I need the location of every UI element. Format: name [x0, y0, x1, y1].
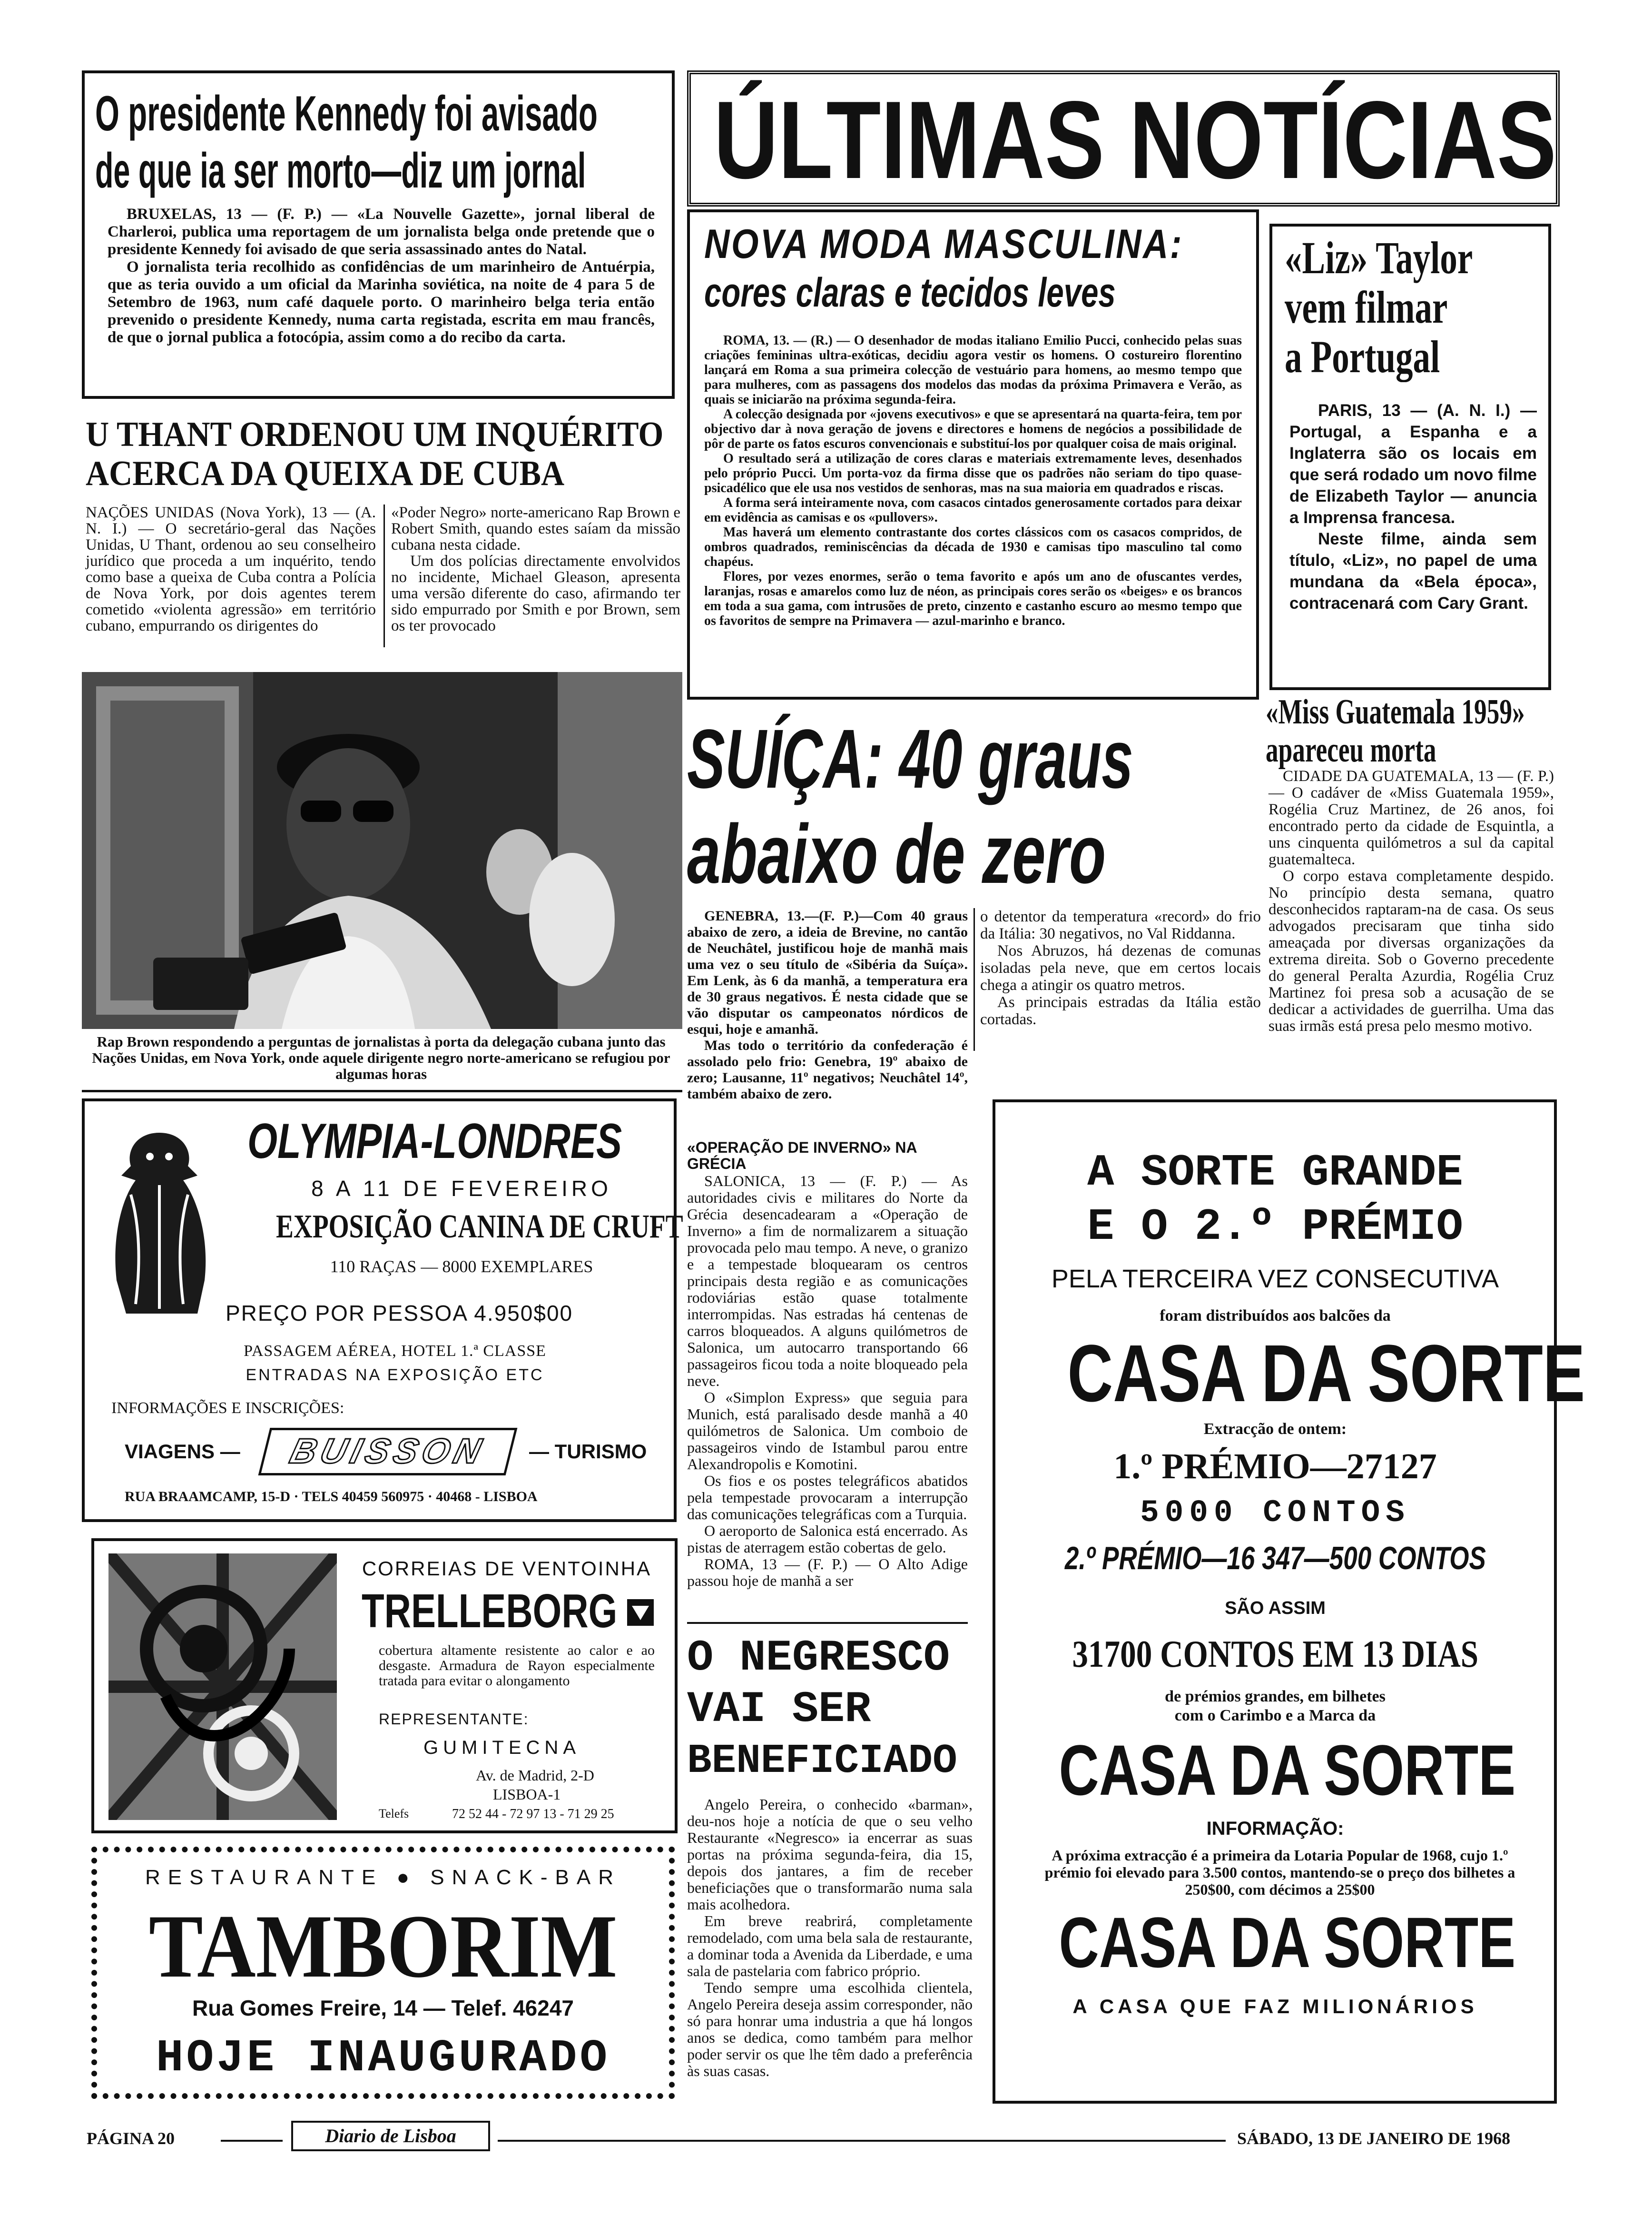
dog-icon: [102, 1123, 216, 1323]
tamborim-status: HOJE INAUGURADO: [156, 2032, 610, 2084]
fan-belt-illustration: [108, 1553, 337, 1820]
inverno-headline: «OPERAÇÃO DE INVERNO» NA GRÉCIA: [687, 1139, 917, 1172]
guatemala-body: CIDADE DA GUATEMALA, 13 — (F. P.) — O cadáver de «Miss Guatemala 1959», Rogélia Cruz Martinez, de 26 anos, foi encontrado perto da cidade de Esquintla, a uns cinquenta quilómetros a sul da capital guatemalteca. O corpo estava completamente despido. No princípio desta semana, quatro desconhecidos raptaram-na de casa. Os seus advogados precisaram que tinha sido ameaçada por diversas organizações da extrema direita. Sob o Governo precedente do general Peralta Azurdia, Rogélia Cruz Martinez foi presa sob a acusação de se dedicar a actividades de guerrilha. Uma das suas irmãs está presa pelo mesmo motivo.: [1268, 768, 1554, 1035]
sorte-premio-1: 1.º PRÉMIO—27127: [1113, 1446, 1437, 1486]
moda-headline-2: cores claras e tecidos leves: [704, 270, 1116, 316]
sorte-contos: 5000 CONTOS: [1140, 1495, 1410, 1531]
caption-rule: [82, 1090, 682, 1092]
dog-illustration: [102, 1123, 216, 1323]
trelleborg-top: CORREIAS DE VENTOINHA: [362, 1557, 652, 1580]
trelleborg-logo-icon: [627, 1599, 654, 1626]
moda-body: ROMA, 13. — (R.) — O desenhador de modas italiano Emilio Pucci, conhecido pelas suas criações femininas ultra-exóticas, decidiu agora vestir os homens. O costureiro florentino lançará em Roma a sua primeira colecção de vestuário para homens, ao mesmo tempo que para mulheres, com as passagens dos modelos das modas da próxima Primavera e Verão, as quais se iniciarão na próxima segunda-feira. A colecção designada por «jovens executivos» e que se apresentará na quarta-feira, tem por objectivo dar à nova geração de jovens e directores e homens de negócios a possibilidade de pôr de parte os fatos escuros convencionais e substituí-los por qualquer coisa de mais original. O resultado será a utilização de cores claras e materiais extremamente leves, desenhados pelo próprio Pucci. Um porta-voz da firma disse que os padrões não seriam do tipo quase-psicadélico que ele usa nos vestidos de senhoras, mas na sua maioria em quadrados e riscas. A forma será inteiramente nova, com casacos cintados generosamente cortados para deixar em evidência as camisas e os «pullovers». Mas haverá um elemento contrastante dos cortes clássicos com os casacos compridos, de ombros quadrados, reminiscências da década de 1930 e camisas tipo masculino tal como chapéus. Flores, por vezes enormes, serão o tema favorito e após um ano de ofuscantes verdes, laranjas, rosas e amarelos como luz de néon, as principais cores serão os «beiges» e os brancos em toda a sua gama, com intrusões de preto, cinzento e castanho escuro ao mesmo tempo que os favoritos de sempre na Primavera — azul-marinho e branco.: [704, 333, 1242, 628]
trelleborg-tels: 72 52 44 - 72 97 13 - 71 29 25: [452, 1807, 614, 1821]
footer-page: PÁGINA 20: [87, 2129, 175, 2148]
liz-headline: «Liz» Taylor vem filmar a Portugal: [1285, 232, 1473, 382]
footer-rule-left: [221, 2140, 283, 2142]
sorte-brand-3: CASA DA SORTE: [1059, 1902, 1516, 1982]
trelleborg-rep-label: REPRESENTANTE:: [379, 1711, 529, 1728]
fan-belt-icon: [108, 1553, 337, 1820]
trelleborg-rep: GUMITECNA: [423, 1737, 580, 1758]
kennedy-headline-2: de que ia ser morto—diz um jornal: [95, 143, 586, 198]
sorte-slogan: A CASA QUE FAZ MILIONÁRIOS: [1072, 1995, 1478, 2017]
suica-headline-1: SUÍÇA: 40 graus: [687, 712, 1133, 806]
suica-col-2: o detentor da temperatura «record» do frio da Itália: 30 negativos, no Val Riddanna. Nos Abruzos, há dezenas de comunas isoladas pela neve, que em certos locais chega a atingir os quatro metros. As principais estradas da Itália estão cortadas.: [980, 908, 1261, 1028]
sorte-brand-1: CASA DA SORTE: [1067, 1328, 1585, 1419]
olympia-breeds: 110 RAÇAS — 8000 EXEMPLARES: [330, 1257, 593, 1276]
sorte-info-label: INFORMAÇÃO:: [1206, 1818, 1344, 1839]
thant-col-2: «Poder Negro» norte-americano Rap Brown e Robert Smith, quando estes saíam da missão cubana nesta cidade. Um dos polícias directamente envolvidos no incidente, Michael Gleason, apresenta uma versão diferente do caso, afirmando ter sido empurrado por Smith e por Brown, sem os ter provocado: [391, 504, 680, 634]
olympia-entry: ENTRADAS NA EXPOSIÇÃO ETC: [246, 1366, 544, 1384]
thant-col-1: NAÇÕES UNIDAS (Nova York), 13 — (A. N. I.) — O secretário-geral das Nações Unidas, U Thant, ordenou ao seu conselheiro jurídico que proceda a um inquérito, tendo como base a queixa de Cuba contra a Polícia de Nova York, por dois agentes terem cometido «violenta agressão» em território cubano, empurrando os dirigentes do: [86, 504, 376, 634]
trelleborg-tel-label: Telefs: [379, 1807, 409, 1820]
olympia-title: OLYMPIA-LONDRES: [247, 1114, 622, 1169]
suica-col-1: GENEBRA, 13.—(F. P.)—Com 40 graus abaixo de zero, a ideia de Brevine, no cantão de Neuchâtel, justificou hoje de manhã mais uma vez o seu título de «Sibéria da Suíça». Em Lenk, às 6 da manhã, a temperatura era de 30 graus negativos. É nesta cidade que se vão disputar os campeonatos nórdicos de esqui, hoje e amanhã. Mas todo o território da confederação é assolado pelo frio: Genebra, 19º abaixo de zero; Lausanne, 11º negativos; Neuchâtel 14º, também abaixo de zero.: [687, 908, 968, 1102]
sorte-dist: foram distribuídos aos balcões da: [1160, 1307, 1391, 1325]
thant-col-divider: [384, 504, 385, 647]
footer-rule-mid: [498, 2140, 1226, 2142]
moda-headline-1: NOVA MODA MASCULINA:: [704, 221, 1183, 267]
olympia-event: EXPOSIÇÃO CANINA DE CRUFT: [276, 1208, 683, 1245]
tamborim-top: RESTAURANTE ● SNACK-BAR: [145, 1866, 621, 1889]
sorte-extr: Extracção de ontem:: [1203, 1420, 1347, 1438]
trelleborg-addr1: Av. de Madrid, 2-D: [476, 1767, 594, 1784]
sorte-premio-2: 2.º PRÉMIO—16 347—500 CONTOS: [1064, 1540, 1486, 1576]
olympia-turismo: — TURISMO: [529, 1440, 647, 1463]
tamborim-address: Rua Gomes Freire, 14 — Telef. 46247: [192, 1996, 574, 2020]
sorte-brand-2: CASA DA SORTE: [1059, 1730, 1516, 1810]
trelleborg-mark: [627, 1599, 654, 1626]
trelleborg-addr2: LISBOA-1: [493, 1786, 561, 1803]
sorte-carimbo: com o Carimbo e a Marca da: [1174, 1707, 1376, 1724]
olympia-travel: PASSAGEM AÉREA, HOTEL 1.ª CLASSE: [244, 1342, 546, 1360]
trelleborg-desc: cobertura altamente resistente ao calor e ao desgaste. Armadura de Rayon especialmente tratada para evitar o alongamento: [379, 1642, 655, 1689]
olympia-price: PREÇO POR PESSOA 4.950$00: [226, 1301, 573, 1325]
guatemala-headline: «Miss Guatemala 1959» apareceu morta: [1266, 692, 1525, 770]
kennedy-body: BRUXELAS, 13 — (F. P.) — «La Nouvelle Gazette», jornal liberal de Charleroi, publica uma reportagem de um jornalista belga onde pretende que o presidente Kennedy foi avisado de que seria assassinado antes do Natal. O jornalista teria recolhido as confidências de um marinheiro de Antuérpia, que as teria ouvido a um oficial da Marinha soviética, na noite de 4 para 5 de Setembro de 1963, num café daquele porto. O marinheiro belga teria então prevenido o presidente Kennedy, numa carta registada, escrita em mau francês, de que o jornal publica a fotocópia, assim como a do recibo da carta.: [108, 206, 655, 346]
sorte-info: A próxima extracção é a primeira da Lotaria Popular de 1968, cujo 1.º prémio foi elevado para 3.500 contos, mantendo-se o preço dos bilhetes a 250$00, com décimos a 25$00: [1044, 1847, 1515, 1898]
photo-caption: Rap Brown respondendo a perguntas de jornalistas à porta da delegação cubana junto das Nações Unidas, em Nova York, onde aquele dirigente negro norte-americano se refugiou por algumas horas: [92, 1033, 670, 1082]
suica-headline-2: abaixo de zero: [687, 808, 1106, 901]
thant-headline: U THANT ORDENOU UM INQUÉRITO ACERCA DA QUEIXA DE CUBA: [86, 415, 664, 493]
olympia-address: RUA BRAAMCAMP, 15-D · TELS 40459 560975 · 40468 - LISBOA: [125, 1489, 538, 1504]
inverno-rule: [687, 1622, 968, 1624]
footer-paper: Diario de Lisboa: [291, 2121, 490, 2151]
liz-body: PARIS, 13 — (A. N. I.) — Portugal, a Espanha e a Inglaterra são os locais em que será rodado um novo filme de Elizabeth Taylor — anuncia a Imprensa francesa. Neste filme, ainda sem título, «Liz», no papel de uma mundana da «Bela época», contracenará com Cary Grant.: [1289, 401, 1537, 613]
olympia-info: INFORMAÇÕES E INSCRIÇÕES:: [111, 1399, 344, 1417]
tamborim-name: TAMBORIM: [148, 1897, 618, 1997]
negresco-body: Angelo Pereira, o conhecido «barman», deu-nos hoje a notícia de que o seu velho Restaurante «Negresco» ia encerrar as suas portas na próxima segunda-feira, dia 15, depois dos jantares, a fim de receber beneficiações que o transformarão numa sala mais acolhedora. Em breve reabrirá, completamente remodelado, com uma bela sala de restaurante, a dominar toda a Avenida da Liberdade, e uma sala de pastelaria com fabrico próprio. Tendo sempre uma escolhida clientela, Angelo Pereira deseja assim corresponder, não só para honrar uma industria a que há longos anos se dedica, como também para melhor poder servir os que lhe têm dado a preferência às suas casas.: [687, 1796, 973, 2079]
negresco-headline: O NEGRESCO VAI SER BENEFICIADO: [687, 1633, 957, 1784]
photo-illustration: [82, 672, 682, 1029]
rap-brown-photo: [82, 672, 682, 1029]
trelleborg-brand: TRELLEBORG: [362, 1584, 618, 1638]
suica-col-divider: [974, 908, 975, 1051]
sorte-sub: PELA TERCEIRA VEZ CONSECUTIVA: [1051, 1265, 1499, 1293]
sorte-premios: de prémios grandes, em bilhetes: [1165, 1688, 1386, 1705]
sorte-sao: SÃO ASSIM: [1225, 1598, 1326, 1618]
kennedy-headline-1: O presidente Kennedy foi avisado: [95, 86, 598, 141]
inverno-body: SALONICA, 13 — (F. P.) — As autoridades civis e militares do Norte da Grécia desencadearam a «Operação de Inverno» a fim de normalizarem a situação provocada pelo mau tempo. A neve, o granizo e a tempestade bloquearam os centros principais desta região e as comunicações rodoviárias estão quase totalmente interrompidas. Nas estradas há centenas de carros bloqueados. A alguns quilómetros de Salonica, um autocarro transportando 66 passageiros ficou toda a noite bloqueado pela neve. O «Simplon Express» que seguia para Munich, está paralisado desde manhã a 40 quilómetros de Salonica. Um comboio de passageiros vindo de Istambul parou entre Alexandropolis e Komotini. Os fios e os postes telegráficos abatidos pela tempestade provocaram a interrupção das comunicações telegráficas com a Turquia. O aeroporto de Salonica está encerrado. As pistas de aterragem estão cobertas de gelo. ROMA, 13 — (F. P.) — O Alto Adige passou hoje de manhã a ser: [687, 1172, 968, 1589]
olympia-viagens: VIAGENS —: [125, 1440, 240, 1463]
ultimas-title: ÚLTIMAS NOTÍCIAS: [714, 79, 1557, 202]
sorte-headline-1: A SORTE GRANDE: [1087, 1148, 1463, 1198]
sorte-headline-2: E O 2.º PRÉMIO: [1087, 1202, 1463, 1253]
buisson-logo: BUISSON: [258, 1428, 518, 1475]
footer-date: SÁBADO, 13 DE JANEIRO DE 1968: [1237, 2129, 1511, 2148]
olympia-dates: 8 A 11 DE FEVEREIRO: [311, 1176, 612, 1201]
sorte-total: 31700 CONTOS EM 13 DIAS: [1072, 1633, 1478, 1675]
